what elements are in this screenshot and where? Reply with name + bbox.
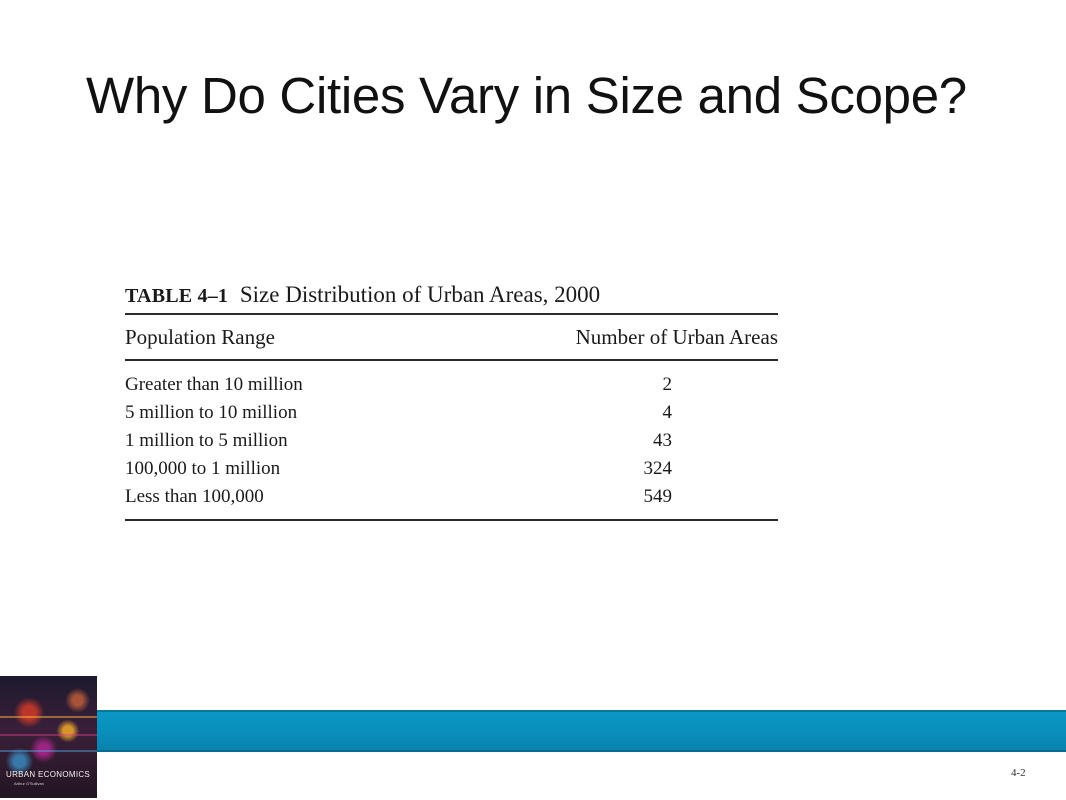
cover-city-lights (0, 750, 97, 752)
book-cover-title: URBAN ECONOMICS (6, 770, 91, 779)
cell-urban-area-count: 4 (662, 402, 672, 423)
cover-city-lights (0, 734, 97, 736)
table-row (125, 399, 778, 427)
table-label: TABLE 4–1 (125, 285, 229, 307)
page-number: 4-2 (1011, 767, 1026, 779)
size-distribution-table (125, 280, 778, 521)
cell-urban-area-count: 549 (643, 486, 672, 507)
table-caption-text: Size Distribution of Urban Areas, 2000 (239, 282, 601, 307)
cell-population-range: Greater than 10 million (125, 374, 303, 395)
cell-urban-area-count: 324 (643, 458, 672, 479)
book-cover-author: Arthur O'Sullivan (14, 781, 44, 786)
column-header-population-range: Population Range (125, 325, 275, 349)
table-bottom-rule (125, 519, 778, 521)
table-row (125, 483, 778, 511)
table-row (125, 427, 778, 455)
cell-urban-area-count: 43 (653, 430, 672, 451)
table-row (125, 371, 778, 399)
book-cover-image (0, 676, 97, 798)
cell-population-range: 1 million to 5 million (125, 430, 288, 451)
table-caption (125, 280, 778, 313)
cover-city-lights (0, 716, 97, 718)
footer-band (0, 710, 1066, 752)
slide-title: Why Do Cities Vary in Size and Scope? (86, 67, 967, 124)
cell-population-range: Less than 100,000 (125, 486, 264, 507)
table-header-row (125, 315, 778, 359)
column-header-number-of-urban-areas: Number of Urban Areas (575, 325, 778, 349)
table-body (125, 361, 778, 519)
cell-urban-area-count: 2 (662, 374, 672, 395)
cell-population-range: 5 million to 10 million (125, 402, 298, 423)
table-row (125, 455, 778, 483)
cell-population-range: 100,000 to 1 million (125, 458, 281, 479)
